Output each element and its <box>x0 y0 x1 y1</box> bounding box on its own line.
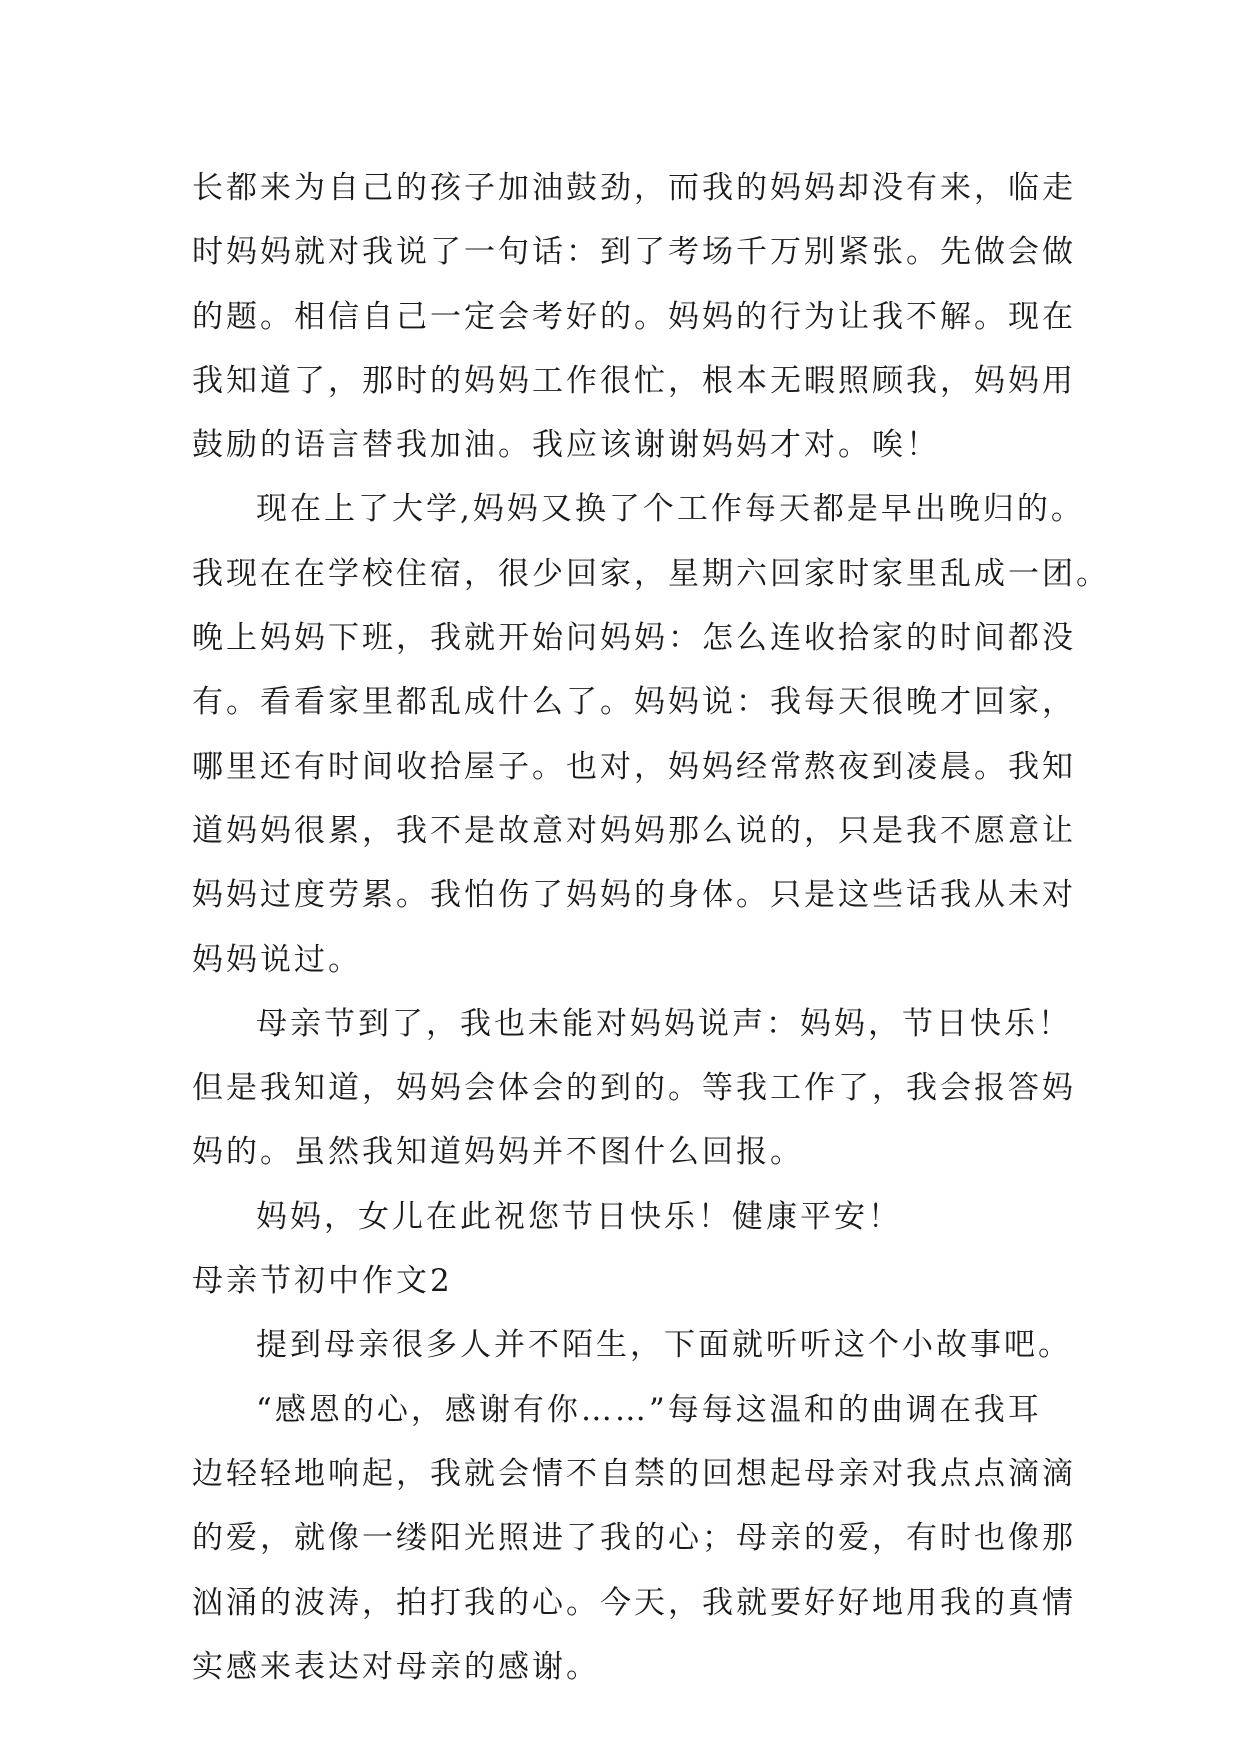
text-line: 长都来为自己的孩子加油鼓劲，而我的妈妈却没有来，临走 <box>192 170 1076 206</box>
text-line: 边轻轻地响起，我就会情不自禁的回想起母亲对我点点滴滴 <box>192 1455 1076 1492</box>
text-line: 有。看看家里都乱成什么了。妈妈说：我每天很晚才回家， <box>192 684 1076 721</box>
text-line: 妈的。虽然我知道妈妈并不图什么回报。 <box>192 1134 804 1171</box>
text-line: 我知道了，那时的妈妈工作很忙，根本无暇照顾我，妈妈用 <box>192 362 1076 399</box>
text-line: 鼓励的语言替我加油。我应该谢谢妈妈才对。唉！ <box>192 427 940 464</box>
paragraph-start-line: 母亲节到了，我也未能对妈妈说声：妈妈，节日快乐！ <box>256 1005 1072 1042</box>
paragraph-start-line: 提到母亲很多人并不陌生，下面就听听这个小故事吧。 <box>256 1327 1072 1364</box>
section-heading: 母亲节初中作文2 <box>192 1263 453 1300</box>
paragraph-start-line: 现在上了大学,妈妈又换了个工作每天都是早出晚归的。 <box>256 491 1085 528</box>
text-line: 晚上妈妈下班，我就开始问妈妈：怎么连收拾家的时间都没 <box>192 620 1076 657</box>
text-line: 时妈妈就对我说了一句话：到了考场千万别紧张。先做会做 <box>192 234 1076 271</box>
text-line: 汹涌的波涛，拍打我的心。今天，我就要好好地用我的真情 <box>192 1584 1076 1621</box>
text-line: 实感来表达对母亲的感谢。 <box>192 1648 600 1685</box>
text-line: 的爱，就像一缕阳光照进了我的心；母亲的爱，有时也像那 <box>192 1520 1076 1557</box>
text-line: 但是我知道，妈妈会体会的到的。等我工作了，我会报答妈 <box>192 1070 1076 1107</box>
paragraph-start-line: 妈妈，女儿在此祝您节日快乐！健康平安！ <box>256 1198 902 1235</box>
paragraph-start-line: “感恩的心，感谢有你……”每每这温和的曲调在我耳 <box>256 1391 1042 1428</box>
text-line: 我现在在学校住宿，很少回家，星期六回家时家里乱成一团。 <box>192 555 1110 592</box>
text-line: 妈妈说过。 <box>192 941 362 978</box>
document-body <box>192 156 1110 1699</box>
text-line: 哪里还有时间收拾屋子。也对，妈妈经常熬夜到凌晨。我知 <box>192 748 1076 785</box>
text-line: 道妈妈很累，我不是故意对妈妈那么说的，只是我不愿意让 <box>192 812 1076 849</box>
text-line: 妈妈过度劳累。我怕伤了妈妈的身体。只是这些话我从未对 <box>192 877 1076 914</box>
text-line: 的题。相信自己一定会考好的。妈妈的行为让我不解。现在 <box>192 298 1076 335</box>
